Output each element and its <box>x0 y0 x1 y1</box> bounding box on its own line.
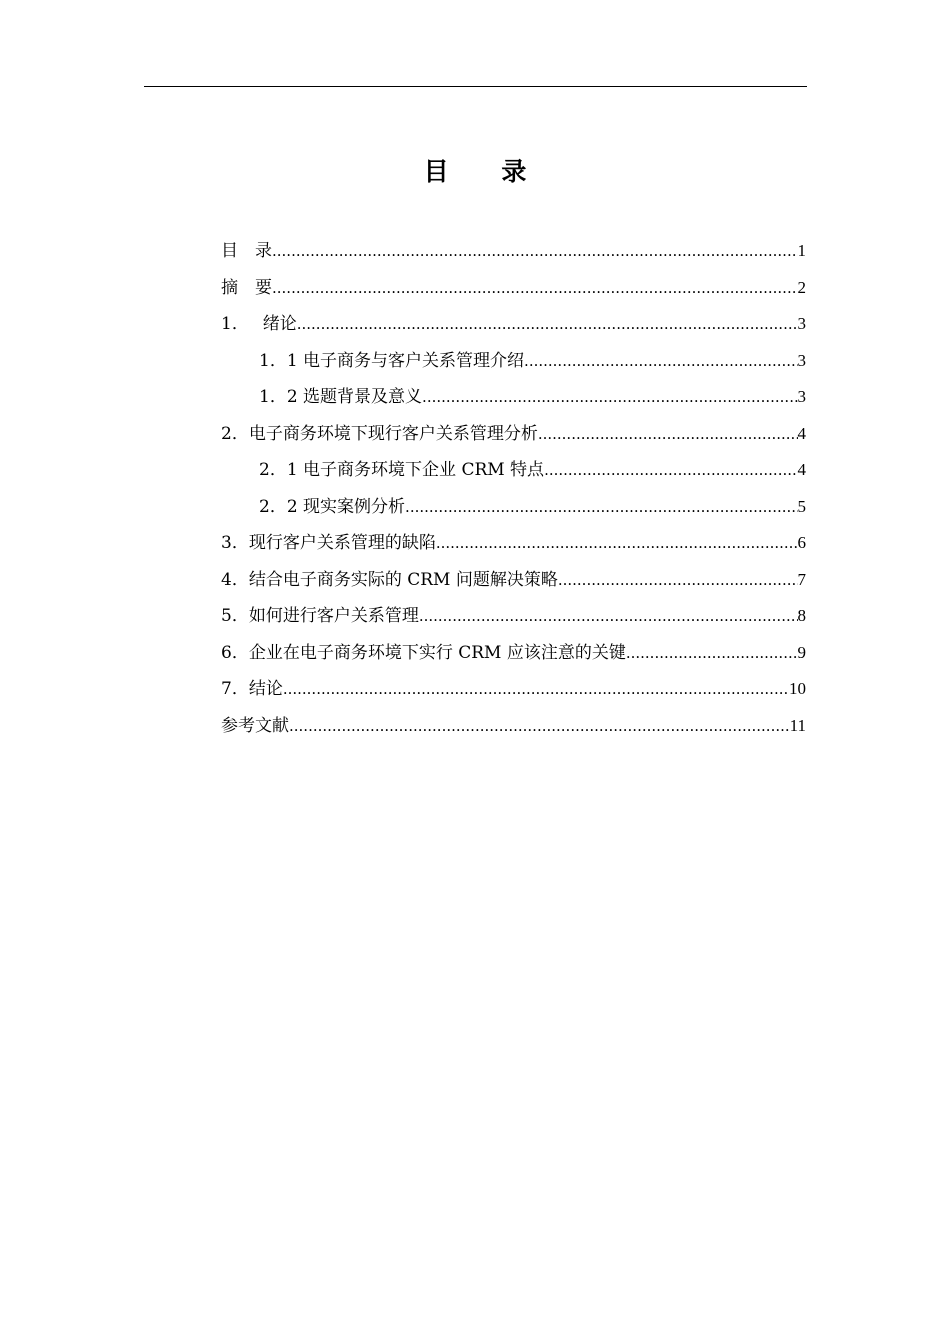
toc-entry[interactable] <box>221 306 806 343</box>
header-rule <box>144 86 807 87</box>
toc-entry-label: 参考文献 <box>221 715 289 736</box>
table-of-contents <box>221 233 806 744</box>
toc-entry-page: 3 <box>797 350 806 370</box>
toc-entry-page: 9 <box>797 642 806 662</box>
toc-entry-page: 3 <box>797 314 806 333</box>
toc-entry-label: 5．如何进行客户关系管理 <box>221 606 419 626</box>
toc-entry-page: 10 <box>789 679 806 698</box>
toc-entry[interactable] <box>221 525 806 562</box>
toc-entry[interactable] <box>221 343 806 380</box>
toc-leader-dots <box>405 489 797 526</box>
toc-entry[interactable] <box>221 489 806 526</box>
toc-entry-page: 7 <box>797 569 806 589</box>
toc-entry-label: 6．企业在电子商务环境下实行 CRM 应该注意的关键 <box>221 642 626 663</box>
toc-leader-dots <box>289 708 790 745</box>
toc-entry-label: 2．2 现实案例分析 <box>259 496 406 517</box>
toc-entry-page: 6 <box>797 533 806 552</box>
toc-entry-label: 3．现行客户关系管理的缺陷 <box>221 533 436 553</box>
toc-entry-page: 4 <box>797 460 806 479</box>
toc-entry[interactable] <box>221 671 806 708</box>
toc-entry-label: 目 录 <box>221 241 272 261</box>
toc-entry-page: 8 <box>797 606 806 625</box>
toc-leader-dots <box>272 270 798 307</box>
toc-entry[interactable] <box>221 270 806 307</box>
toc-leader-dots <box>422 379 797 416</box>
toc-leader-dots <box>558 562 798 599</box>
toc-entry-label: 1．1 电子商务与客户关系管理介绍 <box>259 350 525 371</box>
toc-entry-label: 7．结论 <box>221 679 283 699</box>
toc-entry[interactable] <box>221 562 806 599</box>
toc-entry[interactable] <box>221 233 806 270</box>
toc-entry-label: 摘 要 <box>221 277 272 298</box>
toc-leader-dots <box>524 343 797 380</box>
toc-leader-dots <box>538 416 798 453</box>
toc-entry-page: 4 <box>797 423 806 443</box>
toc-entry-page: 1 <box>797 241 806 260</box>
toc-entry-page: 2 <box>797 277 806 297</box>
toc-entry[interactable] <box>221 379 806 416</box>
toc-leader-dots <box>436 525 798 562</box>
toc-leader-dots <box>419 598 798 635</box>
toc-entry-page: 3 <box>797 387 806 406</box>
toc-leader-dots <box>283 671 789 708</box>
toc-entry[interactable] <box>221 708 806 745</box>
toc-entry[interactable] <box>221 598 806 635</box>
toc-entry[interactable] <box>221 416 806 453</box>
toc-entry[interactable] <box>221 635 806 672</box>
toc-entry-label: 4．结合电子商务实际的 CRM 问题解决策略 <box>221 569 558 590</box>
toc-leader-dots <box>297 306 798 343</box>
toc-entry-page: 11 <box>789 715 806 735</box>
toc-entry-label: 1． 绪论 <box>221 314 297 334</box>
toc-entry[interactable] <box>221 452 806 489</box>
toc-leader-dots <box>272 233 798 270</box>
toc-leader-dots <box>544 452 797 489</box>
toc-leader-dots <box>626 635 798 672</box>
page-title: 目 录 <box>423 157 549 186</box>
toc-entry-page: 5 <box>797 496 806 516</box>
toc-entry-label: 1．2 选题背景及意义 <box>259 387 423 407</box>
toc-entry-label: 2．电子商务环境下现行客户关系管理分析 <box>221 423 538 444</box>
toc-entry-label: 2．1 电子商务环境下企业 CRM 特点 <box>259 460 545 480</box>
